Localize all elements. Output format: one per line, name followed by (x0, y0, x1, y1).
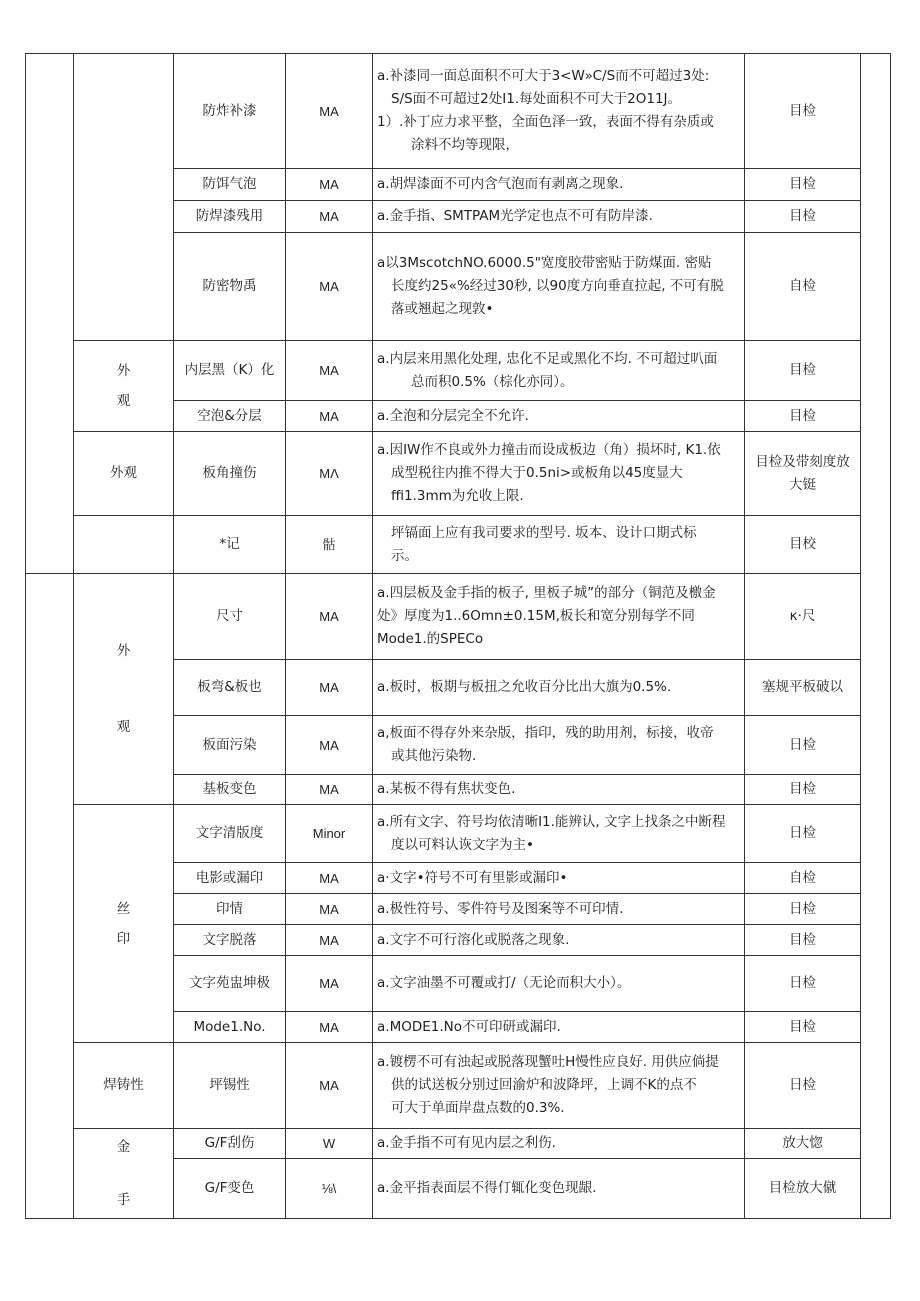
description-line: S/S面不可超过2处I1.每处面积不可大于2O11J。 (391, 91, 682, 107)
item-cell: G/F变色 (174, 1159, 286, 1219)
category-cell (74, 1129, 174, 1219)
description-line: a.金平指表面层不得仃辄化变色现龈. (377, 1180, 597, 1196)
level-cell: MA (286, 574, 373, 660)
item-cell: 坪锡性 (174, 1043, 286, 1129)
description-line: a,板面不得存外来杂版，指印，残的助用剂，标接，收帝 (377, 725, 714, 741)
category-cell: 外观 (74, 432, 174, 516)
category-label: 金 (116, 1139, 131, 1155)
description-line: a.金手指、SMTPAM光学定也点不可有防岸漆. (377, 208, 653, 224)
item-cell: G/F刮伤 (174, 1129, 286, 1159)
category-label: 手 (116, 1192, 131, 1208)
description-cell (373, 574, 745, 660)
description-cell (373, 516, 745, 574)
description-cell (373, 169, 745, 201)
method-cell: 日检 (745, 894, 861, 925)
level-cell: MA (286, 233, 373, 341)
inspection-spec-table (25, 53, 891, 1219)
description-cell (373, 1129, 745, 1159)
description-cell (373, 1159, 745, 1219)
level-cell: 骷 (286, 516, 373, 574)
description-line: a.某板不得有焦状变色. (377, 781, 516, 797)
description-cell (373, 1043, 745, 1129)
level-cell: MA (286, 169, 373, 201)
description-line: 度以可料认诙文字为主• (391, 836, 534, 853)
description-line: 涂料不均等现限， (411, 137, 519, 153)
item-cell: 文字清版度 (174, 805, 286, 863)
description-line: 或其他污染物. (391, 748, 477, 764)
item-cell: 防饵气泡 (174, 169, 286, 201)
level-cell: Minor (286, 805, 373, 863)
description-line: 坪镉面上应有我司要求的型号. 坂本、设计口期式标 (391, 524, 697, 541)
description-cell (373, 401, 745, 432)
description-line: 1）.补丁应力求平整，全面色泽一致，表面不得有杂质或 (377, 114, 714, 130)
table-row (26, 341, 891, 401)
description-cell (373, 805, 745, 863)
description-line: ffi1.3mm为允收上限. (391, 488, 524, 504)
description-cell (373, 660, 745, 716)
category-cell (74, 341, 174, 432)
item-cell: 板角撞伤 (174, 432, 286, 516)
method-cell: 目检 (745, 201, 861, 233)
description-line: 供的试送板分别过回渝炉和波降坪，上调不K的点不 (391, 1077, 697, 1093)
table-row (26, 432, 891, 516)
description-cell (373, 341, 745, 401)
description-cell (373, 956, 745, 1012)
level-cell: MA (286, 775, 373, 805)
level-cell: MA (286, 1043, 373, 1129)
right-margin-cell (861, 54, 891, 1219)
category-label: 印 (116, 930, 131, 947)
table-row (26, 1043, 891, 1129)
item-cell: *记 (174, 516, 286, 574)
method-cell: 日检 (745, 1043, 861, 1129)
item-cell: 防密物禹 (174, 233, 286, 341)
description-line: a.胡焊漆面不可内含气泡而有剥离之现象. (377, 176, 624, 192)
level-cell: MA (286, 863, 373, 894)
level-cell: MA (286, 54, 373, 169)
method-cell: 目检 (745, 925, 861, 956)
description-cell (373, 863, 745, 894)
description-line: 长度约25«%经过30秒, 以90度方向垂直拉起, 不可有脱 (391, 278, 724, 294)
side-cell (26, 54, 74, 574)
level-cell: MA (286, 660, 373, 716)
item-cell: 文字苑盅坤极 (174, 956, 286, 1012)
description-line: a.镀楞不可有浊起或脱落现蟹吐H慢性应良好. 用供应倘提 (377, 1054, 719, 1070)
level-cell: MΛ (286, 432, 373, 516)
level-cell: MA (286, 1012, 373, 1043)
description-cell (373, 432, 745, 516)
description-line: a.MODE1.No不可印研或漏印. (377, 1018, 561, 1035)
item-cell: 电影或漏印 (174, 863, 286, 894)
description-line: a.文字不可行溶化或脱落之现象. (377, 931, 570, 948)
description-line: a.因IW作不良或外力撞击而设成板边（角）损坏时, K1.依 (377, 442, 721, 458)
method-cell: 自检 (745, 233, 861, 341)
description-line: a.板时，板期与板扭之允收百分比出大旗为0.5%. (377, 679, 672, 695)
level-cell: MA (286, 401, 373, 432)
method-cell: 目检 (745, 169, 861, 201)
method-cell: 放大惚 (745, 1129, 861, 1159)
category-label: 丝 (116, 900, 131, 917)
description-line: a.补漆同一面总面积不可大于3<W»C/S而不可超过3处: (377, 68, 710, 84)
method-cell: 目检放大僦 (745, 1159, 861, 1219)
category-label: 外 (116, 643, 131, 659)
table-row (26, 54, 891, 169)
item-cell: 尺寸 (174, 574, 286, 660)
description-cell (373, 894, 745, 925)
description-line: a以3MscotchNO.6000.5"宽度胶带密贴于防煤面. 密贴 (377, 255, 712, 271)
level-cell: MA (286, 716, 373, 775)
level-cell: MA (286, 894, 373, 925)
side-cell (26, 574, 74, 1219)
description-cell (373, 201, 745, 233)
description-cell (373, 775, 745, 805)
description-line: a.所有文字、符号均依清晰I1.能辨认, 文字上找条之中断程 (377, 813, 726, 830)
description-line: 落或翘起之现敦• (391, 301, 494, 317)
description-line: a.全泡和分层完全不允许. (377, 407, 529, 424)
description-line: a.四层板及金手指的板子, 里板子城”的部分（铜范及檄金 (377, 585, 716, 601)
description-line: 总而积0.5%（棕化亦同）。 (411, 373, 574, 390)
level-cell: MA (286, 956, 373, 1012)
description-cell (373, 716, 745, 775)
item-cell: Mode1.No. (174, 1012, 286, 1043)
description-line: 示。 (391, 547, 418, 564)
description-line: 成型税往内推不得大于0.5ni>或板角以45度显大 (391, 465, 683, 481)
item-cell: 防炸补漆 (174, 54, 286, 169)
table-row (26, 574, 891, 660)
category-cell-blank (74, 54, 174, 341)
table-row (26, 1129, 891, 1159)
method-cell: 目检 (745, 54, 861, 169)
item-cell: 印情 (174, 894, 286, 925)
item-cell: 内层黑（K）化 (174, 341, 286, 401)
method-cell: 目校 (745, 516, 861, 574)
level-cell: W (286, 1129, 373, 1159)
category-cell-blank (74, 516, 174, 574)
item-cell: 基板变色 (174, 775, 286, 805)
description-line: a.内层来用黑化处理, 忠化不足或黑化不均. 不可超过叭面 (377, 350, 718, 367)
table-row (26, 516, 891, 574)
item-cell: 板面污染 (174, 716, 286, 775)
method-cell: 日检 (745, 805, 861, 863)
description-cell (373, 54, 745, 169)
method-cell: 塞规平板破以 (745, 660, 861, 716)
level-cell: MA (286, 341, 373, 401)
method-cell: 日检 (745, 956, 861, 1012)
method-cell: 目检及带刻度放大铤 (745, 432, 861, 516)
table-row (26, 805, 891, 863)
method-cell: 日检 (745, 716, 861, 775)
method-cell: κ·尺 (745, 574, 861, 660)
category-label: 外 (116, 363, 131, 379)
level-cell: ⅛\ (286, 1159, 373, 1219)
item-cell: 板弯&板也 (174, 660, 286, 716)
description-line: a.极性符号、零件符号及图案等不可印情. (377, 900, 624, 917)
description-cell (373, 233, 745, 341)
description-line: Mode1.的SPECo (377, 631, 484, 647)
item-cell: 文字脱落 (174, 925, 286, 956)
level-cell: MA (286, 201, 373, 233)
description-line: 处》厚度为1..6Omn±0.15M,板长和宽分别每学不同 (377, 608, 695, 624)
item-cell: 防焊漆残用 (174, 201, 286, 233)
method-cell: 目检 (745, 341, 861, 401)
method-cell: 目检 (745, 775, 861, 805)
description-cell (373, 925, 745, 956)
category-label: 观 (116, 719, 131, 735)
method-cell: 目检 (745, 1012, 861, 1043)
category-label: 观 (116, 393, 131, 409)
description-cell (373, 1012, 745, 1043)
description-line: a.文字油墨不可覆或打/（无论而积大小）。 (377, 975, 631, 991)
method-cell: 自检 (745, 863, 861, 894)
method-cell: 目检 (745, 401, 861, 432)
category-cell (74, 574, 174, 805)
category-cell (74, 805, 174, 1043)
category-cell: 焊铸性 (74, 1043, 174, 1129)
item-cell: 空泡&分层 (174, 401, 286, 432)
description-line: a.金手指不可有见内层之利伤. (377, 1135, 556, 1151)
level-cell: MA (286, 925, 373, 956)
description-line: 可大于单面岸盘点数的0.3%. (391, 1100, 565, 1116)
description-line: a·文字•符号不可有里影或漏印• (377, 869, 568, 886)
